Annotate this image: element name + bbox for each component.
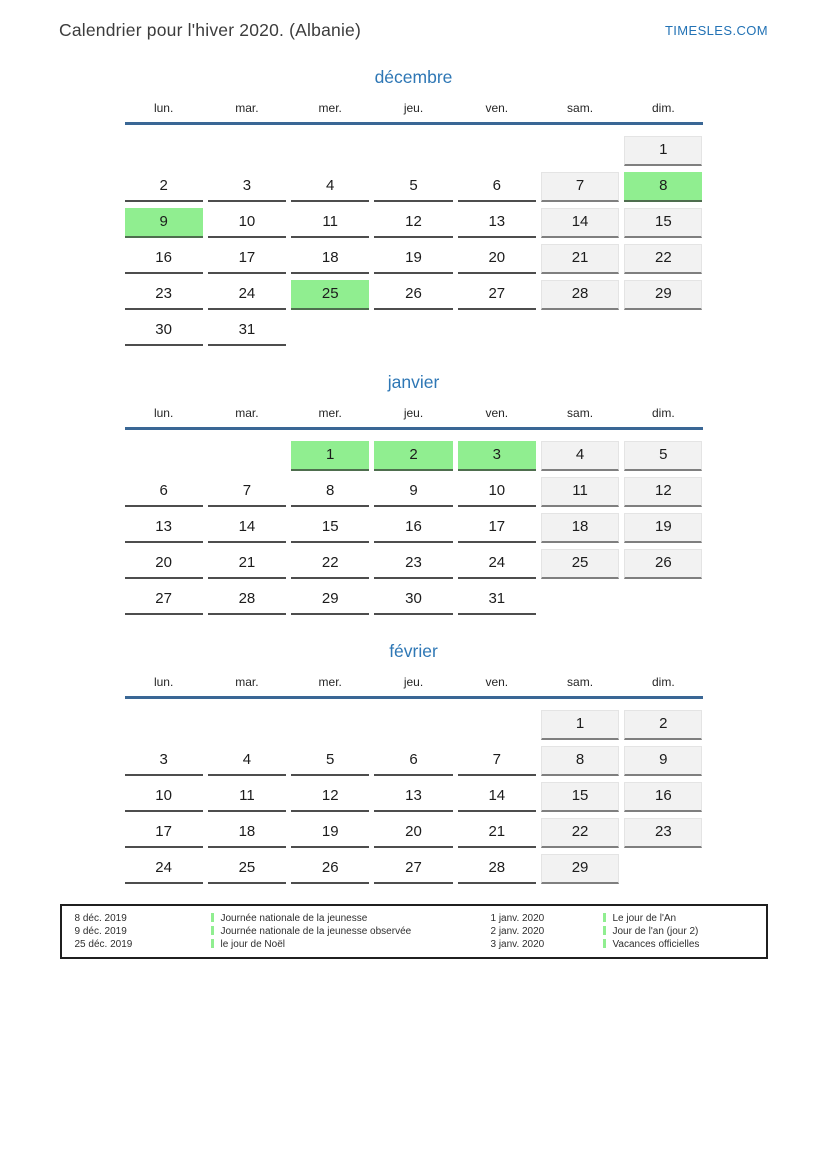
day-cell: 20 [374,818,452,848]
legend-label: le jour de Noël [220,939,285,950]
empty-cell [374,136,452,166]
day-cell: 16 [374,513,452,543]
weekday-label: dim. [652,675,675,689]
calendar [125,67,703,884]
day-cell: 23 [125,280,203,310]
day-cell: 2 [125,172,203,202]
header [0,0,827,41]
weekend-day-cell: 28 [541,280,619,310]
legend-entry [603,938,766,951]
legend-date: 25 déc. 2019 [74,939,133,950]
day-cell: 26 [374,280,452,310]
legend-color-bar-icon [211,926,214,935]
legend-date: 9 déc. 2019 [74,926,127,937]
empty-cell [458,710,536,740]
weekday-label: sam. [567,101,594,115]
weekday-row [125,406,703,430]
weekend-day-cell: 11 [541,477,619,507]
day-cell: 20 [458,244,536,274]
day-cell: 5 [291,746,369,776]
weekend-day-cell: 16 [624,782,702,812]
day-cell: 6 [458,172,536,202]
legend-box [60,904,768,959]
month-february [125,641,703,884]
weekday-label: mar. [235,406,259,420]
day-cell: 12 [374,208,452,238]
weekday-label: dim. [652,406,675,420]
day-cell: 3 [208,172,286,202]
legend-entry [603,925,766,938]
legend-label: Le jour de l'An [612,913,677,924]
holiday-day-cell: 9 [125,208,203,238]
weekend-day-cell: 12 [624,477,702,507]
weekday-label: mar. [235,101,259,115]
legend-color-bar-icon [211,913,214,922]
day-cell: 25 [208,854,286,884]
legend-entry [211,938,491,951]
legend-entry [603,912,766,925]
legend-label: Jour de l'an (jour 2) [612,926,699,937]
weekend-day-cell: 29 [541,854,619,884]
weekend-day-cell: 22 [541,818,619,848]
legend-color-bar-icon [603,913,606,922]
legend-color-bar-icon [603,939,606,948]
legend-color-bar-icon [211,939,214,948]
weekend-day-cell: 19 [624,513,702,543]
legend-date: 2 janv. 2020 [490,926,545,937]
weekday-label: jeu. [403,406,424,420]
empty-cell [458,316,536,346]
month-title: janvier [387,372,440,392]
legend-date: 3 janv. 2020 [490,939,545,950]
empty-cell [374,710,452,740]
day-cell: 4 [291,172,369,202]
day-cell: 4 [208,746,286,776]
weekend-day-cell: 25 [541,549,619,579]
day-cell: 6 [374,746,452,776]
day-cell: 30 [125,316,203,346]
weekend-day-cell: 4 [541,441,619,471]
empty-cell [541,585,619,615]
weekend-day-cell: 2 [624,710,702,740]
day-cell: 15 [291,513,369,543]
calendar-grid [125,710,703,884]
weekend-day-cell: 15 [541,782,619,812]
weekday-label: lun. [153,675,174,689]
legend-label: Journée nationale de la jeunesse observée [220,926,412,937]
day-cell: 27 [458,280,536,310]
day-cell: 24 [458,549,536,579]
empty-cell [624,854,702,884]
weekend-day-cell: 7 [541,172,619,202]
month-january [125,372,703,615]
empty-cell [208,441,286,471]
month-december [125,67,703,346]
day-cell: 3 [125,746,203,776]
day-cell: 28 [458,854,536,884]
day-cell: 11 [291,208,369,238]
empty-cell [125,136,203,166]
day-cell: 27 [374,854,452,884]
empty-cell [458,136,536,166]
weekend-day-cell: 8 [541,746,619,776]
weekday-label: jeu. [403,675,424,689]
day-cell: 31 [208,316,286,346]
calendar-grid [125,441,703,615]
weekend-day-cell: 22 [624,244,702,274]
weekday-label: mar. [235,675,259,689]
holiday-day-cell: 8 [624,172,702,202]
weekday-label: lun. [153,101,174,115]
day-cell: 14 [208,513,286,543]
holiday-day-cell: 1 [291,441,369,471]
day-cell: 30 [374,585,452,615]
empty-cell [291,710,369,740]
day-cell: 14 [458,782,536,812]
holiday-day-cell: 3 [458,441,536,471]
day-cell: 20 [125,549,203,579]
day-cell: 8 [291,477,369,507]
day-cell: 24 [125,854,203,884]
day-cell: 9 [374,477,452,507]
page-title: Calendrier pour l'hiver 2020. (Albanie) [59,20,361,40]
legend-date: 1 janv. 2020 [490,913,545,924]
weekend-day-cell: 18 [541,513,619,543]
day-cell: 22 [291,549,369,579]
weekend-day-cell: 9 [624,746,702,776]
legend-label: Journée nationale de la jeunesse [220,913,368,924]
day-cell: 27 [125,585,203,615]
weekday-row [125,101,703,125]
month-title: décembre [374,67,453,87]
empty-cell [624,585,702,615]
day-cell: 26 [291,854,369,884]
day-cell: 13 [125,513,203,543]
weekday-label: ven. [485,406,509,420]
day-cell: 13 [458,208,536,238]
holiday-day-cell: 2 [374,441,452,471]
day-cell: 10 [125,782,203,812]
day-cell: 10 [458,477,536,507]
day-cell: 13 [374,782,452,812]
empty-cell [208,710,286,740]
day-cell: 29 [291,585,369,615]
weekend-day-cell: 29 [624,280,702,310]
weekend-day-cell: 23 [624,818,702,848]
day-cell: 16 [125,244,203,274]
day-cell: 19 [374,244,452,274]
weekday-label: mer. [318,675,342,689]
legend-entry [211,925,491,938]
day-cell: 11 [208,782,286,812]
day-cell: 18 [208,818,286,848]
weekday-row [125,675,703,699]
weekend-day-cell: 5 [624,441,702,471]
weekday-label: jeu. [403,101,424,115]
site-link[interactable]: TIMESLES.COM [664,23,768,38]
day-cell: 17 [458,513,536,543]
weekend-day-cell: 26 [624,549,702,579]
calendar-grid [125,136,703,346]
legend-label: Vacances officielles [612,939,700,950]
weekday-label: ven. [485,101,509,115]
legend-grid [75,912,766,951]
empty-cell [291,136,369,166]
legend-color-bar-icon [603,926,606,935]
weekday-label: mer. [318,101,342,115]
empty-cell [291,316,369,346]
day-cell: 12 [291,782,369,812]
day-cell: 21 [458,818,536,848]
day-cell: 31 [458,585,536,615]
weekday-label: mer. [318,406,342,420]
day-cell: 23 [374,549,452,579]
day-cell: 21 [208,549,286,579]
empty-cell [624,316,702,346]
empty-cell [208,136,286,166]
day-cell: 19 [291,818,369,848]
empty-cell [125,441,203,471]
empty-cell [125,710,203,740]
legend-entry [211,912,491,925]
weekday-label: sam. [567,406,594,420]
weekend-day-cell: 21 [541,244,619,274]
day-cell: 7 [208,477,286,507]
day-cell: 6 [125,477,203,507]
weekday-label: lun. [153,406,174,420]
weekend-day-cell: 15 [624,208,702,238]
holiday-day-cell: 25 [291,280,369,310]
day-cell: 17 [208,244,286,274]
weekend-day-cell: 14 [541,208,619,238]
weekday-label: ven. [485,675,509,689]
weekday-label: dim. [652,101,675,115]
day-cell: 28 [208,585,286,615]
day-cell: 18 [291,244,369,274]
empty-cell [541,316,619,346]
weekday-label: sam. [567,675,594,689]
weekend-day-cell: 1 [541,710,619,740]
month-title: février [389,641,438,661]
day-cell: 7 [458,746,536,776]
day-cell: 5 [374,172,452,202]
legend-date: 8 déc. 2019 [74,913,127,924]
empty-cell [541,136,619,166]
weekend-day-cell: 1 [624,136,702,166]
day-cell: 17 [125,818,203,848]
empty-cell [374,316,452,346]
day-cell: 10 [208,208,286,238]
day-cell: 24 [208,280,286,310]
